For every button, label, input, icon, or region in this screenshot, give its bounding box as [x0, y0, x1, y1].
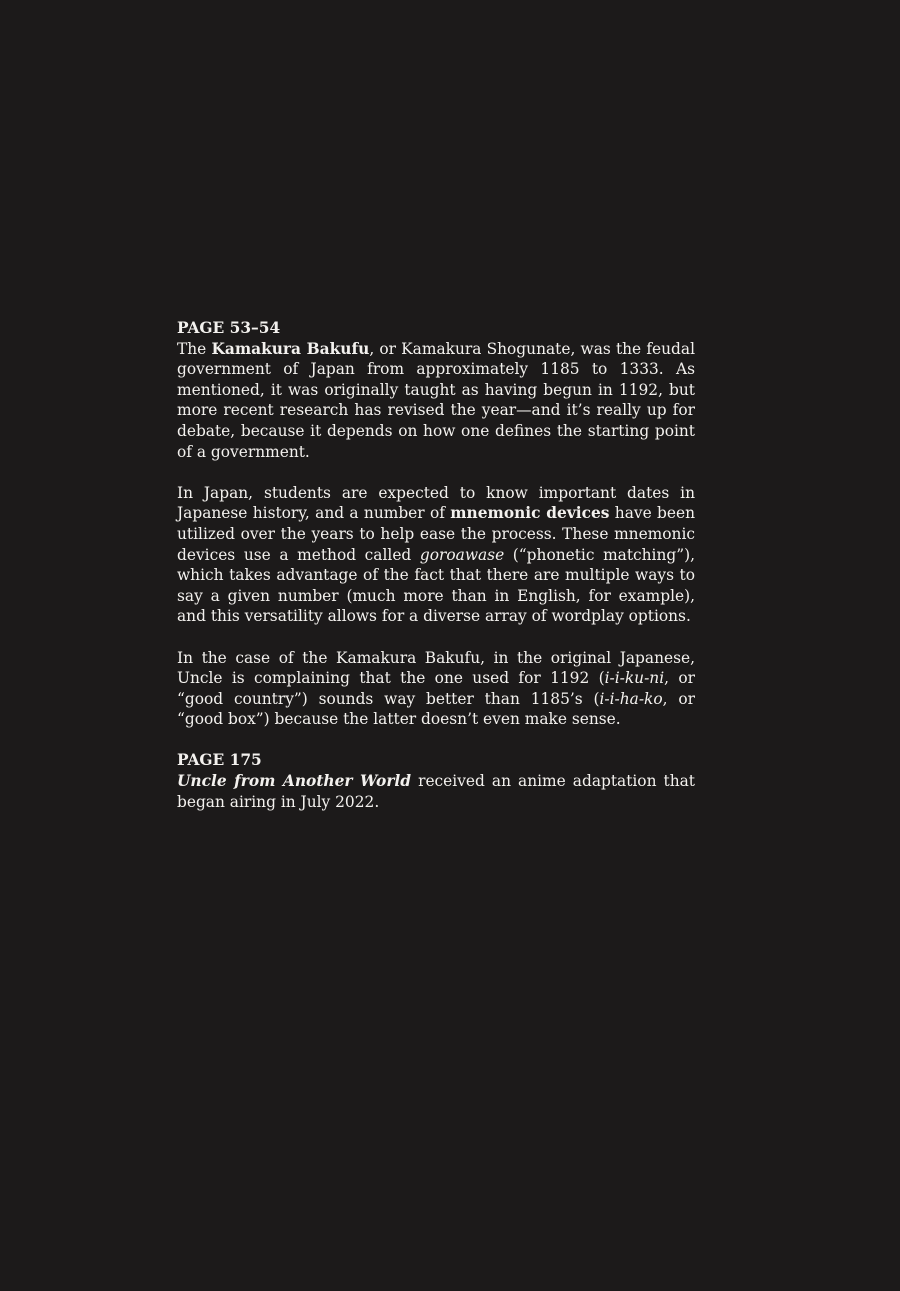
text-run: In the case of the Kamakura Bakufu, in the original Japanese, Uncle is complaining that the one used for 1192 ( [177, 648, 695, 688]
text-run: , or “good box”) because the latter doesn’t even make sense. [177, 689, 695, 729]
note-section [177, 750, 695, 812]
note-heading: PAGE 53–54 [177, 319, 281, 337]
note-paragraph [177, 339, 695, 463]
note-paragraph [177, 771, 695, 812]
italic-term: goroawase [419, 545, 505, 564]
text-run: received an anime adaptation that began airing in July 2022. [177, 772, 695, 811]
text-run: The [177, 339, 212, 358]
text-run: In Japan, students are expected to know important dates in Japanese history, and a number of [177, 483, 695, 523]
note-paragraph [177, 483, 695, 627]
translation-notes [177, 318, 695, 812]
bold-term: mnemonic devices [450, 504, 610, 523]
text-run: (“phonetic matching”), which takes advantage of the fact that there are multiple ways to say a given number (much more than in English, for example), and this versatility allows for a diverse array of wordplay options. [177, 545, 696, 626]
text-run: have been utilized over the years to help ease the process. These mnemonic devices use a method called [177, 504, 695, 564]
bold-term: Kamakura Bakufu [211, 339, 370, 358]
note-heading: PAGE 175 [177, 751, 262, 770]
note-section [177, 318, 695, 730]
text-run: , or “good country”) sounds way better than 1185’s ( [177, 669, 695, 708]
text-run: , or Kamakura Shogunate, was the feudal government of Japan from approximately 1185 to 1333. As mentioned, it was originally taught as having begun in 1192, but more recent research has revised the year—and it’s really up for debate, because it depends on how one defines the starting point of a government. [177, 339, 695, 461]
note-paragraph [177, 648, 695, 730]
italic-term: i-i-ha-ko [599, 689, 663, 708]
work-title: Uncle from Another World [177, 772, 412, 791]
italic-term: i-i-ku-ni [604, 669, 665, 688]
